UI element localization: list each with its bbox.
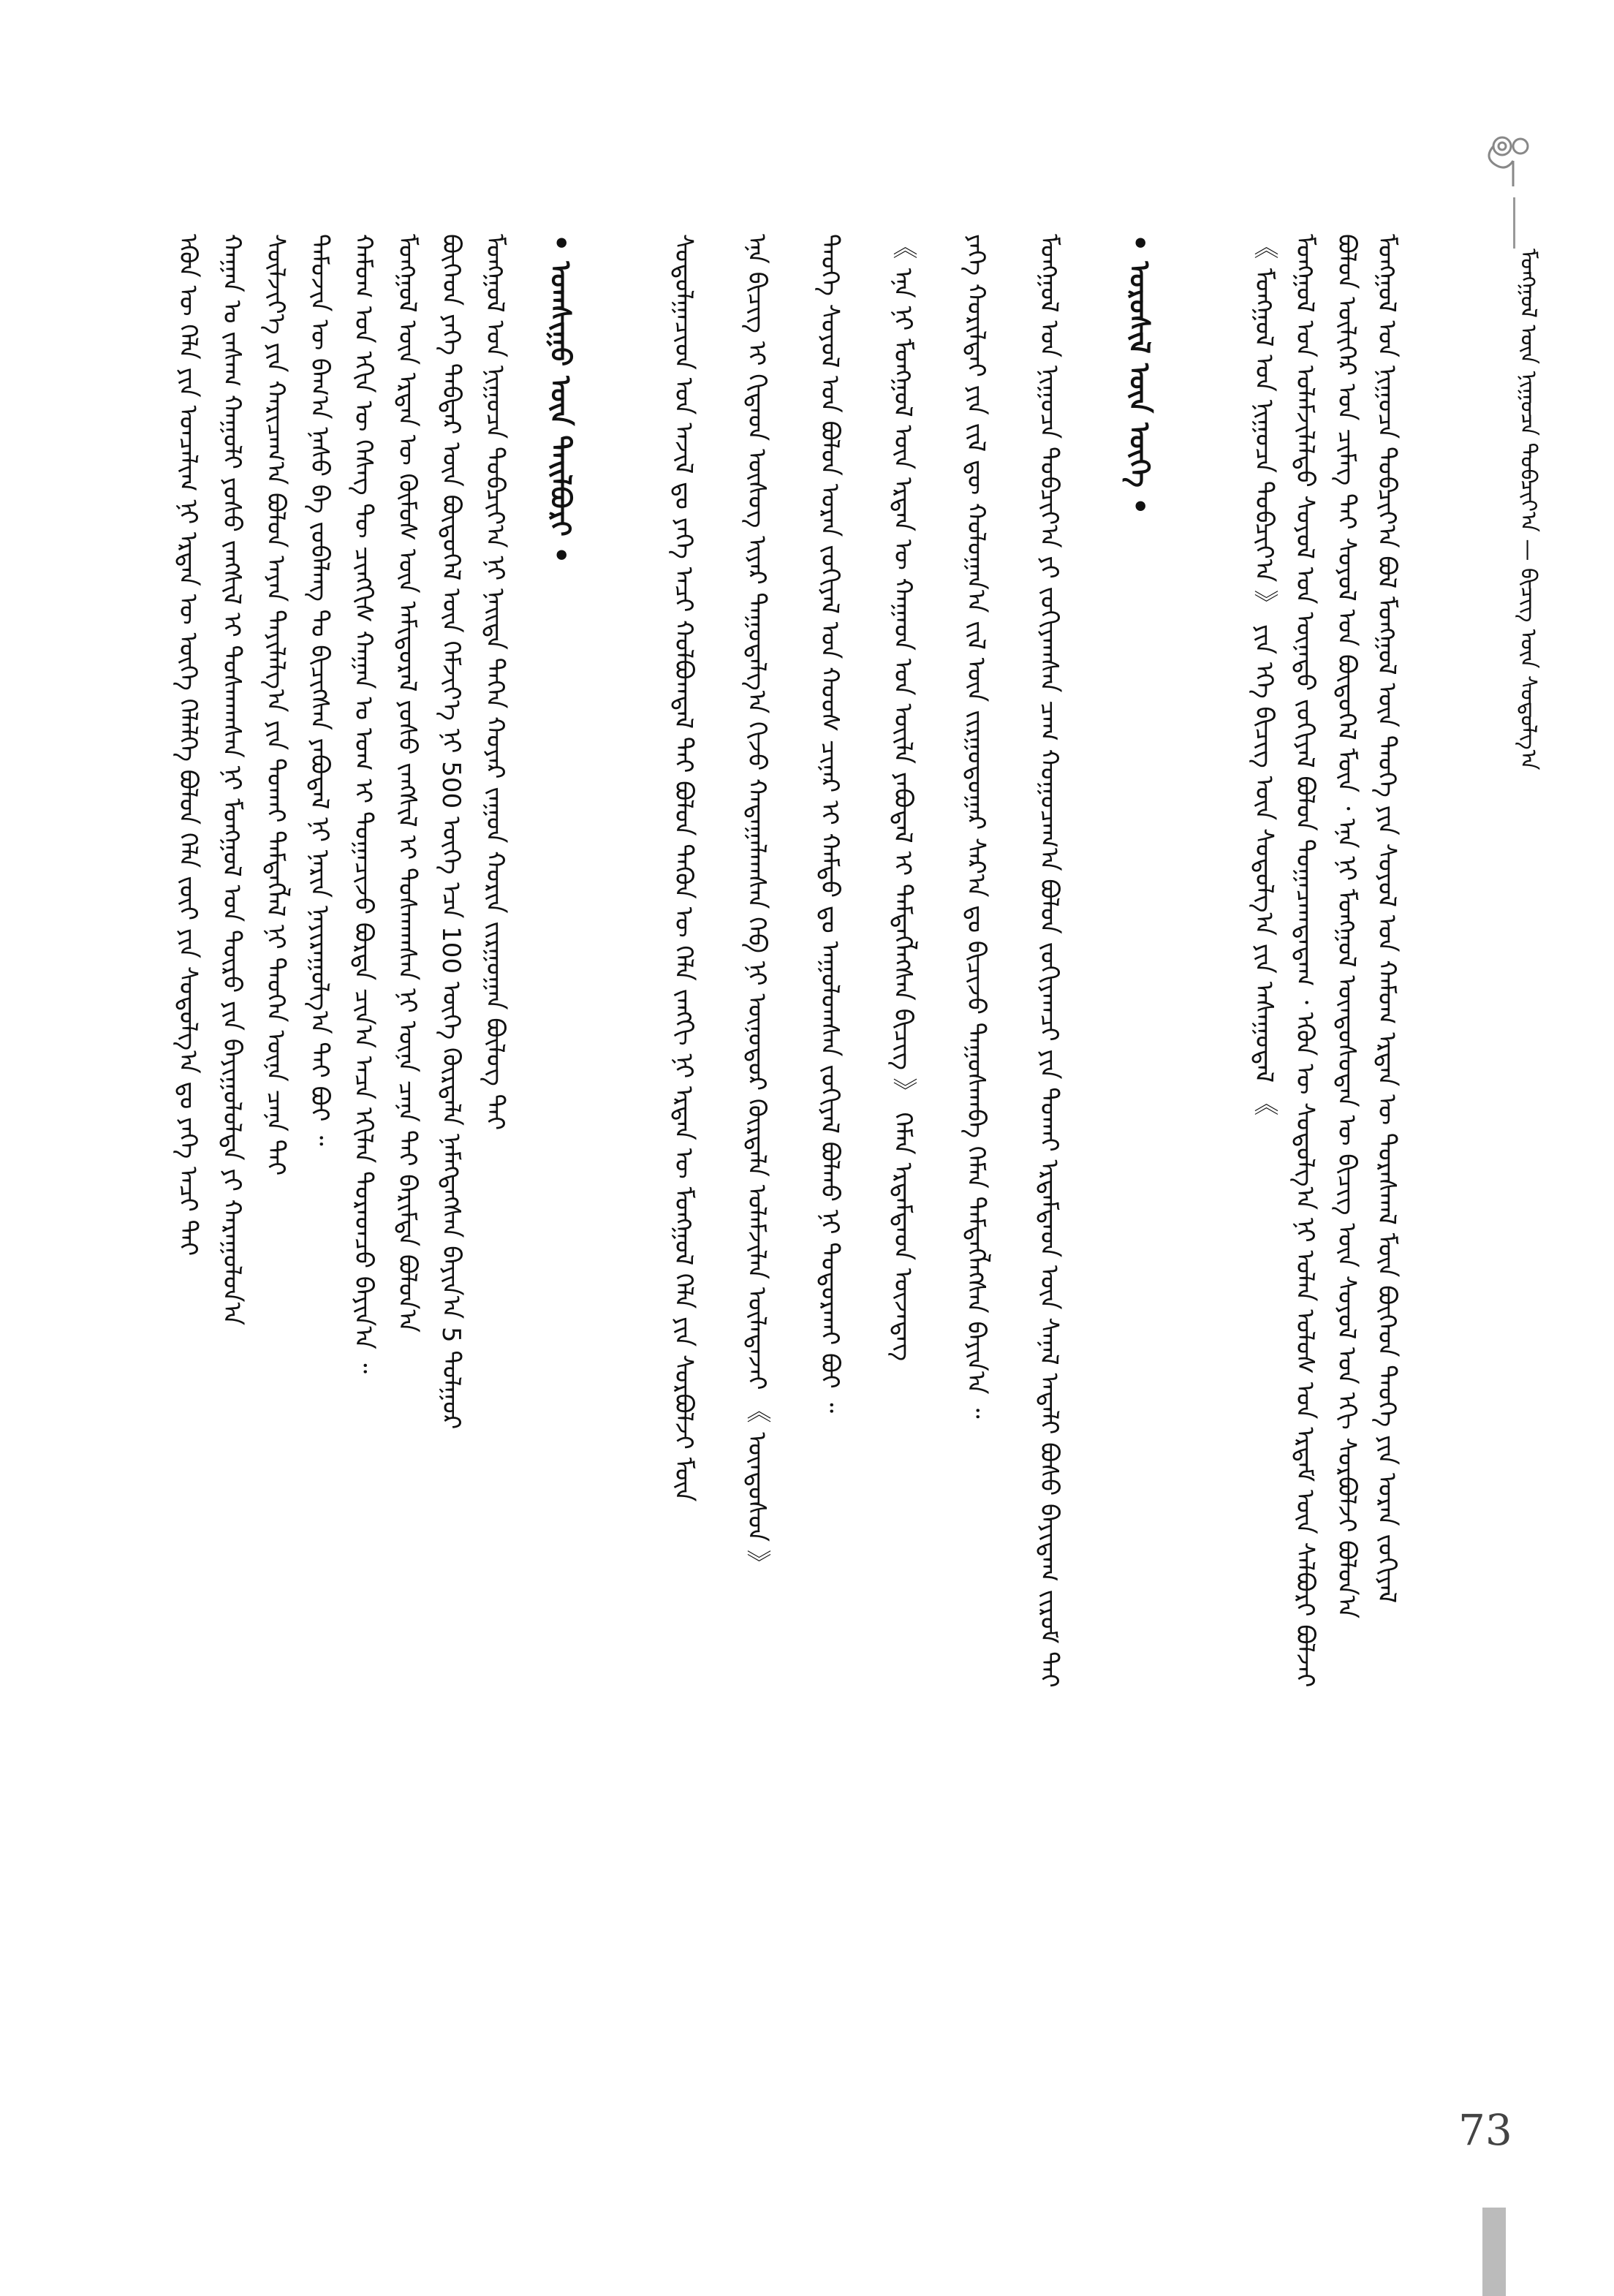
text-column: 《 ᠡᠨᠡ ᠨᠢ ᠮᠣᠩᠭᠣᠯ ᠦᠨ ᠡᠷᠲᠡᠨ ᠦ ᠬᠠᠭᠠᠳ ᠤᠨ ᠦᠢᠯᠡ ᠶᠠᠪᠤᠳᠠᠯ ᠢ ᠲᠡᠮᠳᠡᠭᠯᠡᠭᠰᠡᠨ ᠪᠢᠴᠢᠭ 》 ᠬᠡᠮᠡᠨ ᠡᠷᠳᠡᠮᠲᠡᠳ ᠦᠵᠡᠳᠡᠭ <box>888 234 917 1362</box>
text-column: ᠮᠣᠩᠭᠣᠯ ᠤᠨ ᠨᠢᠭᠤᠴᠠ ᠲᠣᠪᠴᠢᠶ᠎ᠠ ᠪᠣᠯ ᠮᠣᠩᠭᠣᠯ ᠦᠨ ᠲᠡᠦᠬᠡ ᠶᠢᠨ ᠰᠣᠶᠣᠯ ᠤᠨ ᠬᠠᠮᠤᠭ ᠡᠷᠲᠡᠨ ᠦ ᠳᠤᠷᠠᠰᠬᠠᠯ ᠮᠥᠨ ᠪᠥᠭᠡᠳ ᠲᠡᠦᠬᠡ ᠶᠢᠨ ᠤᠷᠠᠨ ᠵᠣᠬᠢᠶᠠᠯ <box>1372 234 1401 1604</box>
text-column: ᠬᠠᠮᠤᠭ ᠤᠨ ᠡᠬᠢᠨ ᠦ ᠬᠡᠰᠡᠭ ᠲᠦ ᠴᠢᠩᠭᠢᠰ ᠬᠠᠭᠠᠨ ᠤ ᠤᠭ ᠢ ᠲᠣᠭᠠᠴᠢᠵᠤ ᠪᠣᠷᠲᠡ ᠴᠢᠨ᠎ᠠ ᠠᠴᠠ ᠡᠬᠢᠯᠡᠨ ᠳᠤᠷᠠᠳᠴᠤ ᠪᠠᠶᠢᠨ᠎ᠠ ᠃ <box>349 234 378 1374</box>
text-column: ᠡᠨᠡ ᠪᠢᠴᠢᠭ ᠢ ᠬᠢᠲᠠᠳ ᠦᠰᠦᠭ ᠢᠶᠡᠷ ᠳᠠᠭᠤᠳᠠᠯᠭ᠎ᠠ ᠬᠢᠵᠦ ᠬᠠᠳᠠᠭᠠᠯᠠᠭᠰᠠᠨ ᠬᠡᠪ ᠨᠢ ᠥᠨᠥᠳᠥᠷ ᠬᠦᠷᠲᠡᠯᠡ ᠤᠯᠠᠮᠵᠢᠯᠠᠨ ᠦᠯᠡᠳᠡᠵᠡᠢ 《 ᠦᠨᠳᠦᠰᠦᠨ 》 <box>742 234 771 1575</box>
header-rule <box>1513 197 1515 249</box>
running-header: ᠮᠣᠩᠭᠣᠯ ᠦᠨ ᠨᠢᠭᠤᠴᠠ ᠲᠣᠪᠴᠢᠶ᠎ᠠ — ᠪᠢᠴᠢᠭ ᠦᠨ ᠰᠤᠳᠤᠯᠭ᠎ᠠ <box>1515 249 1541 770</box>
text-column: ᠮᠣᠩᠭᠣᠯ ᠤᠨ ᠤᠯᠠᠮᠵᠢᠯᠠᠯᠲᠤ ᠰᠣᠶᠣᠯ ᠤᠨ ᠦᠨᠡᠲᠦ ᠵᠣᠬᠢᠶᠠᠯ ᠪᠣᠯᠤᠨ ᠲᠣᠭᠠᠴᠠᠭᠳᠠᠳᠠᠭ ᠂ ᠡᠭᠦᠨ ᠦ ᠰᠤᠳᠤᠯᠭ᠎ᠠ ᠨᠢ ᠣᠯᠠᠨ ᠤᠯᠤᠰ ᠤᠨ ᠡᠷᠳᠡᠮ ᠦᠨ ᠰᠠᠯᠪᠤᠷᠢ ᠪᠣᠯᠵᠠᠢ <box>1290 234 1319 1688</box>
text-column: ᠮᠣᠩᠭᠣᠯ ᠤᠨ ᠨᠢᠭᠤᠴᠠ ᠲᠣᠪᠴᠢᠶ᠎ᠠ ᠨᠢ ᠨᠡᠢᠲᠡ ᠳᠡᠭᠡᠨ ᠬᠣᠶᠠᠷ ᠵᠠᠭᠤᠨ ᠬᠣᠷᠢᠨ ᠵᠢᠷᠭᠤᠭᠠᠨ ᠪᠦᠯᠦᠭ ᠲᠡᠢ <box>480 234 509 1131</box>
text-column: ᠲᠡᠦᠬᠡ ᠰᠣᠶᠣᠯ ᠤᠨ ᠪᠣᠯᠤᠨ ᠤᠷᠠᠨ ᠵᠣᠬᠢᠶᠠᠯ ᠤᠨ ᠬᠣᠣᠰ ᠴᠢᠨᠠᠷ ᠢ ᠬᠠᠮᠲᠤ ᠳᠤ ᠠᠭᠤᠯᠤᠭᠰᠠᠨ ᠵᠣᠬᠢᠶᠠᠯ ᠪᠣᠯᠬᠤ ᠨᠢ ᠲᠣᠳᠤᠷᠬᠠᠢ ᠪᠣᠢ ᠃ <box>815 234 844 1413</box>
section-heading: • ᠤᠭᠰᠢᠭᠤ ᠦᠨ ᠲᠠᠢᠯᠪᠤᠷᠢ • <box>545 234 577 564</box>
text-column: ᠰᠤᠳᠤᠯᠭᠠᠴᠢᠳ ᠤᠨ ᠠᠵᠢᠯ ᠳᠤ ᠶᠡᠬᠡ ᠠᠴᠢ ᠬᠣᠯᠪᠣᠭᠳᠠᠯ ᠲᠠᠢ ᠪᠣᠯᠤᠨ ᠲᠡᠭᠦᠨ ᠦ ᠬᠡᠯᠡ ᠵᠠᠩᠭᠢ ᠨᠢ ᠡᠷᠲᠡᠨ ᠦ ᠮᠣᠩᠭᠣᠯ ᠬᠡᠯᠡ ᠶᠢᠨ ᠰᠤᠷᠪᠤᠯᠵᠢ ᠮᠥᠨ <box>669 234 698 1502</box>
text-column: ᠮᠣᠩᠭᠣᠯ ᠦᠨ ᠡᠷᠲᠡᠨ ᠦ ᠬᠦᠮᠦᠰ ᠦᠨ ᠠᠮᠢᠳᠤᠷᠠᠯ ᠶᠣᠰᠣ ᠵᠠᠩᠰᠢᠯ ᠢ ᠲᠤᠰᠬᠠᠭᠰᠠᠨ ᠨᠢ ᠦᠨᠡ ᠴᠡᠨᠡ ᠲᠡᠢ ᠪᠠᠷᠢᠮᠲᠠ ᠪᠣᠯᠤᠨ᠎ᠠ <box>393 234 422 1333</box>
text-column: ᠡᠭᠦᠨ ᠦ ᠬᠡᠯᠡ ᠶᠢᠨ ᠣᠨᠴᠠᠯᠢᠭ ᠨᠢ ᠡᠷᠲᠡᠨ ᠦ ᠦᠭᠡ ᠬᠡᠯᠡᠯᠭᠡ ᠪᠣᠯᠤᠨ ᠬᠡᠯᠡ ᠵᠦᠢ ᠶᠢᠨ ᠰᠤᠳᠤᠯᠭ᠎ᠠ ᠳᠤ ᠶᠡᠬᠡ ᠠᠴᠢ ᠲᠡᠢ <box>173 234 202 1257</box>
text-column: ᠬᠠᠭᠠᠨ ᠤ ᠵᠠᠰᠠᠭ ᠬᠠᠭᠤᠯᠢ ᠶᠣᠰᠣ ᠵᠠᠩᠰᠢᠯ ᠢ ᠲᠤᠰᠬᠠᠭᠰᠠᠨ ᠨᠢ ᠮᠣᠩᠭᠣᠯ ᠤᠨ ᠲᠥᠷᠦ ᠶᠢᠨ ᠪᠠᠶᠢᠭᠤᠯᠤᠯᠲᠠ ᠶᠢ ᠬᠠᠷᠠᠭᠤᠯᠤᠨ᠎ᠠ <box>217 234 246 1326</box>
page-number: 73 <box>1458 2105 1512 2155</box>
section-heading: • ᠣᠷᠣᠰᠢᠯ ᠦᠨ ᠦᠭᠡ • <box>1124 234 1156 515</box>
text-column: ᠰᠦᠯᠵᠢᠶ᠎ᠡ ᠶᠢᠨ ᠬᠠᠷᠢᠴᠠᠭ᠎ᠠ ᠪᠣᠯᠤᠨ ᠠᠶᠠᠨ ᠳᠠᠶᠢᠯᠠᠯᠭ᠎ᠠ ᠶᠢᠨ ᠲᠤᠬᠠᠢ ᠲᠡᠮᠳᠡᠭᠯᠡᠯ ᠨᠢ ᠲᠡᠦᠬᠡᠨ ᠦᠨᠡ ᠴᠡᠨᠡ ᠲᠡᠢ <box>261 234 290 1176</box>
page-edge-tab <box>1482 2208 1506 2296</box>
text-column: 《 ᠮᠣᠩᠭᠣᠯ ᠤᠨ ᠨᠢᠭᠤᠴᠠ ᠲᠣᠪᠴᠢᠶ᠎ᠠ 》 ᠶᠢᠨ ᠡᠬᠡ ᠪᠢᠴᠢᠭ ᠦᠨ ᠰᠤᠳᠤᠯᠭ᠎ᠠ ᠶᠢᠨ ᠠᠰᠠᠭᠤᠳᠠᠯ 《 <box>1249 234 1278 1116</box>
scroll-ornament-icon <box>1480 124 1546 190</box>
text-column: ᠶᠡᠬᠡ ᠬᠣᠷᠢᠯᠳᠠᠢ ᠶᠢᠨ ᠵᠢᠯ ᠳᠦ ᠬᠤᠯᠤᠭᠠᠨ᠎ᠠ ᠵᠢᠯ ᠦᠨ ᠵᠢᠷᠭᠤᠳᠤᠭᠠᠷ ᠰᠠᠷ᠎ᠠ ᠳᠤ ᠪᠢᠴᠢᠵᠦ ᠳᠠᠭᠤᠰᠭᠠᠪᠠ ᠬᠡᠮᠡᠨ ᠲᠡᠮᠳᠡᠭᠯᠡᠭᠰᠡᠨ ᠪᠠᠶᠢᠨ᠎ᠠ ᠃ <box>961 234 990 1419</box>
text-column: ᠪᠥᠭᠡᠳ ᠶᠡᠬᠡ ᠳᠡᠪᠲᠡᠷ ᠦᠨ ᠪᠦᠲᠦᠭᠡᠯ ᠦᠨ ᠬᠡᠮᠵᠢᠶ᠎ᠡ ᠨᠢ 500 ᠦᠭᠡ ᠡᠴᠡ 100 ᠦᠭᠡ ᠬᠦᠷᠲᠡᠯᠡ ᠨᠡᠮᠡᠭᠳᠡᠭᠰᠡᠨ ᠪᠠᠶᠢᠨ᠎ᠠ 5 ᠲᠤᠯᠭᠤᠷ <box>436 234 466 1430</box>
text-column: ᠪᠣᠯᠤᠨ ᠦᠯᠢᠭᠡᠷ ᠤᠨ ᠴᠢᠮᠡᠭ ᠲᠡᠢ ᠰᠣᠶᠣᠯ ᠤᠨ ᠪᠦᠲᠦᠭᠡᠯ ᠮᠥᠨ ᠂ ᠡᠨᠡ ᠨᠢ ᠮᠣᠩᠭᠣᠯ ᠦᠨᠳᠦᠰᠦᠲᠡᠨ ᠦ ᠪᠢᠴᠢᠭ ᠦᠨ ᠰᠣᠶᠣᠯ ᠤᠨ ᠡᠬᠢ ᠰᠤᠷᠪᠤᠯᠵᠢ ᠪᠣᠯᠤᠨ᠎ᠠ <box>1332 234 1361 1619</box>
text-column: ᠮᠣᠩᠭᠣᠯ ᠤᠨ ᠨᠢᠭᠤᠴᠠ ᠲᠣᠪᠴᠢᠶ᠎ᠠ ᠶᠢ ᠵᠣᠬᠢᠶᠠᠭᠰᠠᠨ ᠴᠠᠭ ᠬᠤᠭᠤᠴᠠᠭ᠎ᠠ ᠪᠣᠯᠤᠨ ᠵᠣᠬᠢᠶᠠᠭᠴᠢ ᠶᠢᠨ ᠲᠤᠬᠠᠢ ᠡᠷᠳᠡᠮᠲᠡᠳ ᠦᠨ ᠰᠠᠨᠠᠯ ᠠᠳᠠᠯᠢ ᠪᠤᠰᠤ ᠪᠠᠶᠢᠳᠠᠭ ᠵᠢᠷᠤᠮ ᠲᠠᠢ <box>1034 234 1064 1688</box>
text-column: ᠲᠡᠮᠦᠵᠢᠨ ᠦ ᠪᠠᠭ᠎ᠠ ᠨᠠᠰᠤ ᠪᠠ ᠵᠣᠪᠠᠯᠠᠩ ᠲᠤ ᠪᠢᠴᠢᠭᠰᠡᠨ ᠶᠠᠪᠤᠳᠠᠯ ᠨᠢ ᠨᠠᠷᠢᠨ ᠨᠠᠶᠢᠷᠠᠭᠤᠯᠭ᠎ᠠ ᠲᠠᠢ ᠪᠣᠢ ᠃ <box>305 234 334 1146</box>
